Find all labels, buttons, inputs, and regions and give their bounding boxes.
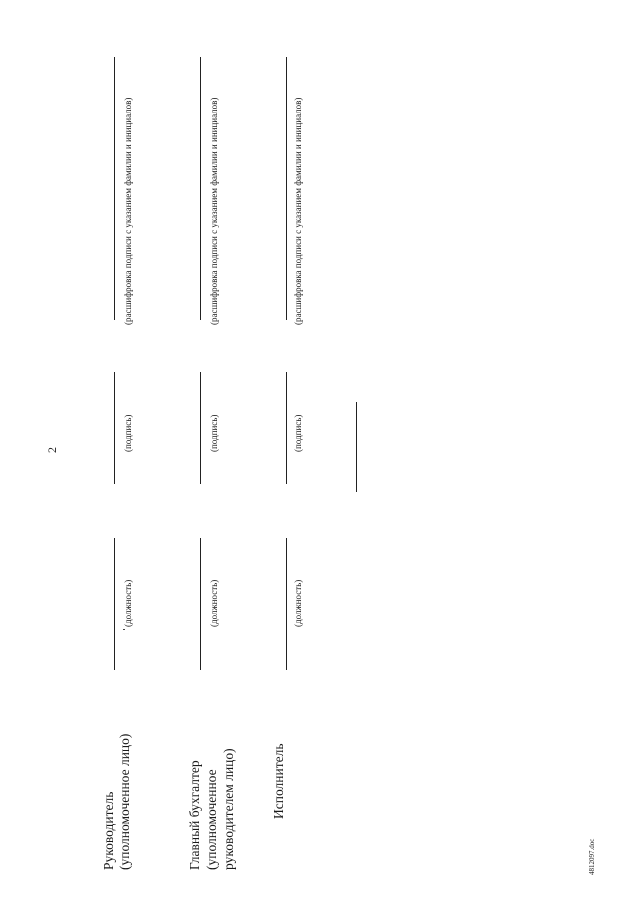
accountant-signature-line xyxy=(200,372,201,484)
role-chief-accountant-line1: Главный бухгалтер xyxy=(187,760,202,870)
page-number: 2 xyxy=(45,447,59,453)
accountant-signature-caption: (подпись) xyxy=(209,414,219,452)
role-head-line2: (уполномоченное лицо) xyxy=(117,733,132,870)
head-decoding-caption: (расшифровка подписи с указанием фамилии и инициалов) xyxy=(123,97,133,325)
head-position-line xyxy=(114,538,115,670)
head-position-caption: (должность) xyxy=(123,579,133,627)
accountant-decoding-caption: (расшифровка подписи с указанием фамилии и инициалов) xyxy=(209,97,219,325)
executor-decoding-caption: (расшифровка подписи с указанием фамилии и инициалов) xyxy=(293,97,303,325)
head-decoding-line xyxy=(114,57,115,320)
role-chief-accountant-line3: руководителем лицо) xyxy=(221,748,236,870)
executor-position-line xyxy=(286,538,287,670)
executor-decoding-line xyxy=(286,57,287,320)
executor-signature-caption: (подпись) xyxy=(293,414,303,452)
accountant-position-caption: (должность) xyxy=(209,579,219,627)
head-signature-caption: (подпись) xyxy=(123,414,133,452)
file-name: 4812097.doc xyxy=(588,838,596,875)
stray-mark xyxy=(123,629,125,630)
executor-position-caption: (должность) xyxy=(293,579,303,627)
executor-signature-line xyxy=(286,372,287,484)
extra-line xyxy=(356,402,357,492)
accountant-position-line xyxy=(200,538,201,670)
role-head-line1: Руководитель xyxy=(101,791,116,870)
role-executor: Исполнитель xyxy=(271,743,286,819)
accountant-decoding-line xyxy=(200,57,201,320)
role-chief-accountant-line2: (уполномоченное xyxy=(204,769,219,870)
head-signature-line xyxy=(114,372,115,484)
